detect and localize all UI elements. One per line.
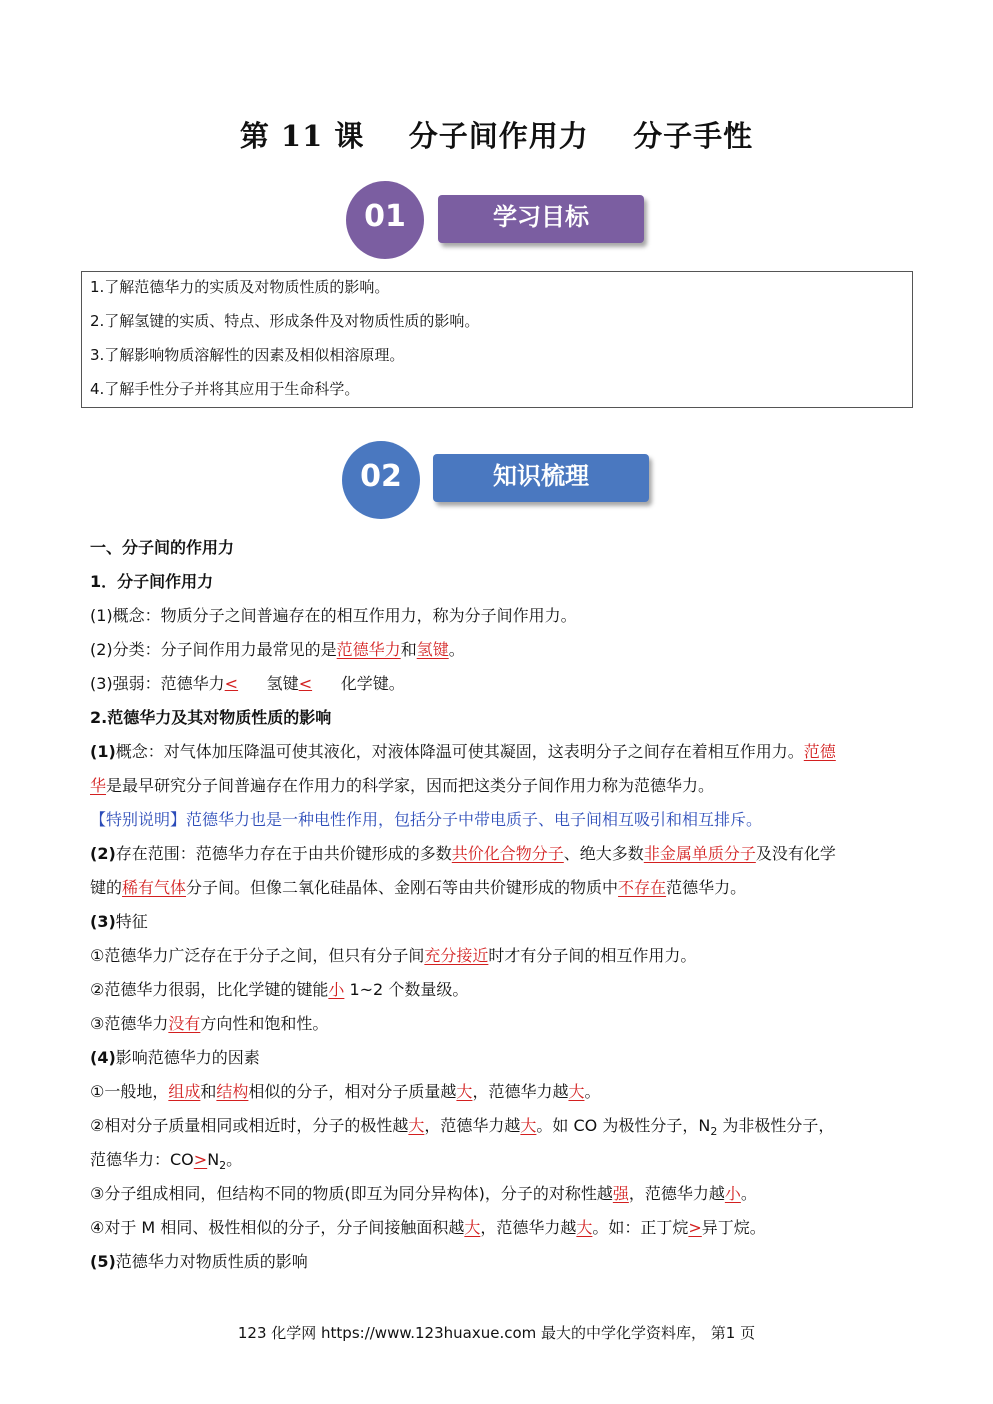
answer: 范德华力 bbox=[336, 640, 401, 659]
text-line: (3)强弱：范德华力< 氢键< 化学键。 bbox=[90, 674, 405, 693]
page-title: 第 11 课 分子间作用力 分子手性 bbox=[239, 119, 754, 153]
sub-heading: 2.范德华力及其对物质性质的影响 bbox=[90, 708, 332, 727]
answer: 大 bbox=[576, 1218, 593, 1237]
text-line: ④对于 M 相同、极性相似的分子，分子间接触面积越大，范德华力越大。如：正丁烷>异丁烷。 bbox=[90, 1218, 766, 1237]
answer: 大 bbox=[456, 1082, 473, 1101]
text-line: ②相对分子质量相同或相近时，分子的极性越大，范德华力越大。如 CO 为极性分子，$N_2$ 为非极性分子， bbox=[90, 1116, 835, 1139]
text-line: ①范德华力广泛存在于分子之间，但只有分子间充分接近时才有分子间的相互作用力。 bbox=[90, 946, 697, 965]
text-line: 键的稀有气体分子间。但像二氧化硅晶体、金刚石等由共价键形成的物质中不存在范德华力。 bbox=[90, 878, 747, 897]
answer: 大 bbox=[520, 1116, 537, 1135]
text-line: ③范德华力没有方向性和饱和性。 bbox=[90, 1014, 329, 1033]
text-line: (2)分类：分子间作用力最常见的是范德华力和氢键。 bbox=[90, 640, 465, 659]
special-note: 【特别说明】范德华力也是一种电性作用，包括分子中带电质子、电子间相互吸引和相互排斥。 bbox=[90, 810, 763, 829]
text-line: (2)存在范围：范德华力存在于由共价键形成的多数共价化合物分子、绝大多数非金属单质分子及没有化学 bbox=[90, 844, 836, 863]
text-line: (1)概念：物质分子之间普遍存在的相互作用力，称为分子间作用力。 bbox=[90, 606, 577, 625]
answer: 结构 bbox=[216, 1082, 249, 1101]
badge-label: 学习目标 bbox=[438, 195, 644, 243]
text-line: ②范德华力很弱，比化学键的键能小 1~2 个数量级。 bbox=[90, 980, 469, 999]
text-line: 华是最早研究分子间普遍存在作用力的科学家，因而把这类分子间作用力称为范德华力。 bbox=[90, 776, 715, 795]
badge-number: 02 bbox=[360, 459, 402, 494]
answer: 非金属单质分子 bbox=[643, 844, 756, 863]
answer: < bbox=[224, 674, 239, 693]
sub-heading: 1．分子间作用力 bbox=[90, 572, 214, 591]
answer: 大 bbox=[464, 1218, 481, 1237]
answer: 没有 bbox=[168, 1014, 201, 1033]
answer: 稀有气体 bbox=[122, 878, 187, 897]
text-line: (3)特征 bbox=[90, 912, 148, 931]
answer: > bbox=[688, 1218, 702, 1237]
goal-item: 3.了解影响物质溶解性的因素及相似相溶原理。 bbox=[90, 346, 405, 364]
answer: 小 bbox=[724, 1184, 741, 1203]
goal-item: 4.了解手性分子并将其应用于生命科学。 bbox=[90, 380, 360, 398]
answer: > bbox=[193, 1150, 208, 1169]
badge-number: 01 bbox=[364, 199, 406, 234]
answer: 共价化合物分子 bbox=[451, 844, 564, 863]
answer: 充分接近 bbox=[424, 946, 489, 965]
badge-label: 知识梳理 bbox=[433, 454, 649, 502]
answer: 小 bbox=[328, 980, 345, 999]
answer: 华 bbox=[90, 776, 107, 795]
answer: 强 bbox=[612, 1184, 629, 1203]
answer: 大 bbox=[408, 1116, 425, 1135]
learning-goals-box bbox=[81, 271, 913, 408]
page-footer: 123 化学网 https://www.123huaxue.com 最大的中学化学资料库， 第1 页 bbox=[237, 1324, 756, 1342]
answer: 不存在 bbox=[618, 878, 667, 897]
goal-item: 2.了解氢键的实质、特点、形成条件及对物质性质的影响。 bbox=[90, 312, 480, 330]
answer: 大 bbox=[568, 1082, 585, 1101]
text-line: (4)影响范德华力的因素 bbox=[90, 1048, 260, 1067]
answer: < bbox=[298, 674, 313, 693]
answer: 氢键 bbox=[416, 640, 449, 659]
section-heading: 一、分子间的作用力 bbox=[90, 538, 235, 557]
goal-item: 1.了解范德华力的实质及对物质性质的影响。 bbox=[90, 278, 390, 296]
answer: 组成 bbox=[168, 1082, 201, 1101]
text-line: 范德华力：$CO>N_2$。 bbox=[90, 1150, 243, 1173]
text-line: ①一般地，组成和结构相似的分子，相对分子质量越大，范德华力越大。 bbox=[90, 1082, 601, 1101]
text-line: (1)概念：对气体加压降温可使其液化，对液体降温可使其凝固，这表明分子之间存在着相互作用力。范德 bbox=[90, 742, 836, 761]
text-line: (5)范德华力对物质性质的影响 bbox=[90, 1252, 308, 1271]
text-line: ③分子组成相同，但结构不同的物质(即互为同分异构体)，分子的对称性越强，范德华力越小。 bbox=[90, 1184, 757, 1203]
answer: 范德 bbox=[803, 742, 836, 761]
